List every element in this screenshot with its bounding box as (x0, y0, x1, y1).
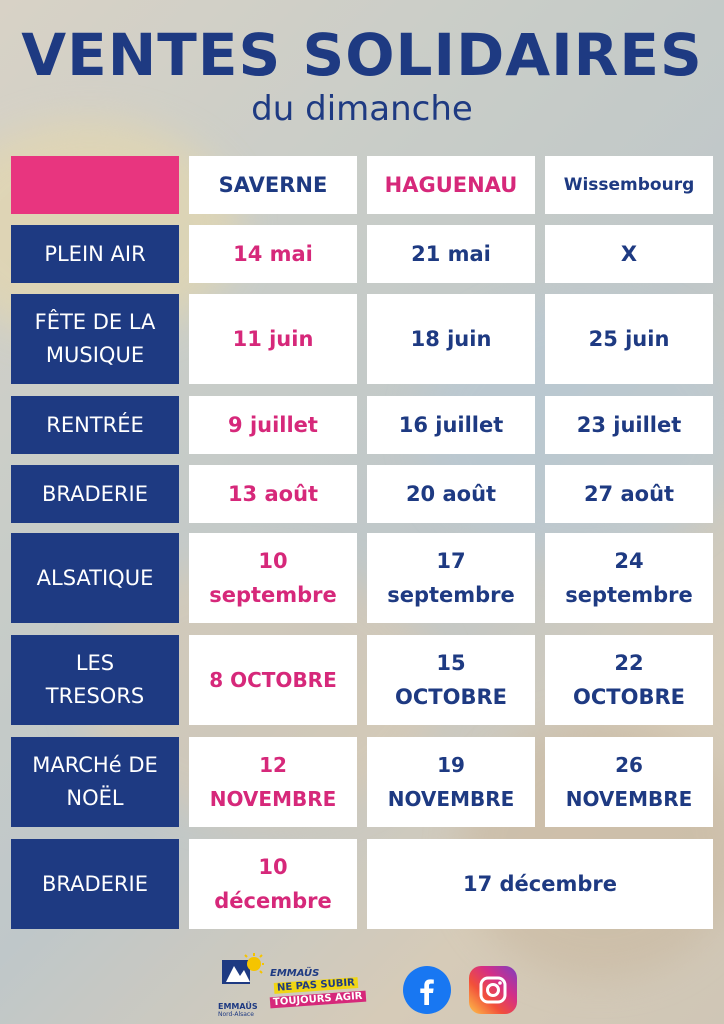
instagram-glyph (476, 973, 510, 1007)
date-cell-saverne: 9 juillet (189, 396, 357, 454)
date-cell-saverne: 10 septembre (189, 533, 357, 623)
date-cell-haguenau: 19 NOVEMBRE (367, 737, 535, 827)
row-label: FÊTE DE LA MUSIQUE (11, 294, 179, 384)
instagram-icon[interactable] (469, 966, 517, 1014)
facebook-icon[interactable] (403, 966, 451, 1014)
date-cell-haguenau-wissembourg: 17 décembre (367, 839, 713, 929)
slogan-line-1: EMMAÜS (270, 968, 320, 979)
row-label: ALSATIQUE (11, 533, 179, 623)
row-label: RENTRÉE (11, 396, 179, 454)
slogan-line-2: NE PAS SUBIR (274, 977, 358, 994)
emmaus-logo (218, 952, 264, 1022)
row-label: BRADERIE (11, 465, 179, 523)
column-header-haguenau: HAGUENAU (367, 156, 535, 214)
facebook-glyph (412, 975, 442, 1005)
date-cell-wissembourg: 25 juin (545, 294, 713, 384)
row-label: MARCHé DE NOËL (11, 737, 179, 827)
slogan-badge (266, 968, 386, 1012)
date-cell-wissembourg: 22 OCTOBRE (545, 635, 713, 725)
emmaus-sun-icon (218, 952, 264, 1000)
logo-name: EMMAÜS (218, 1002, 258, 1011)
logo-region: Nord-Alsace (218, 1011, 254, 1018)
date-cell-haguenau: 15 OCTOBRE (367, 635, 535, 725)
date-cell-haguenau: 21 mai (367, 225, 535, 283)
date-cell-wissembourg: 24 septembre (545, 533, 713, 623)
header-corner-swatch (11, 156, 179, 214)
column-header-wissembourg: Wissembourg (545, 156, 713, 214)
date-cell-saverne: 14 mai (189, 225, 357, 283)
date-cell-saverne: 11 juin (189, 294, 357, 384)
page-title: VENTES SOLIDAIRES (21, 21, 703, 89)
date-cell-saverne: 10 décembre (189, 839, 357, 929)
column-header-saverne: SAVERNE (189, 156, 357, 214)
row-label: PLEIN AIR (11, 225, 179, 283)
row-label: LES TRESORS (11, 635, 179, 725)
row-label: BRADERIE (11, 839, 179, 929)
date-cell-wissembourg: X (545, 225, 713, 283)
page-subtitle: du dimanche (251, 89, 473, 129)
date-cell-saverne: 13 août (189, 465, 357, 523)
slogan-line-3: TOUJOURS AGIR (270, 991, 366, 1009)
date-cell-wissembourg: 27 août (545, 465, 713, 523)
date-cell-wissembourg: 26 NOVEMBRE (545, 737, 713, 827)
date-cell-saverne: 12 NOVEMBRE (189, 737, 357, 827)
date-cell-haguenau: 20 août (367, 465, 535, 523)
date-cell-saverne: 8 OCTOBRE (189, 635, 357, 725)
date-cell-haguenau: 18 juin (367, 294, 535, 384)
date-cell-haguenau: 17 septembre (367, 533, 535, 623)
date-cell-haguenau: 16 juillet (367, 396, 535, 454)
date-cell-wissembourg: 23 juillet (545, 396, 713, 454)
